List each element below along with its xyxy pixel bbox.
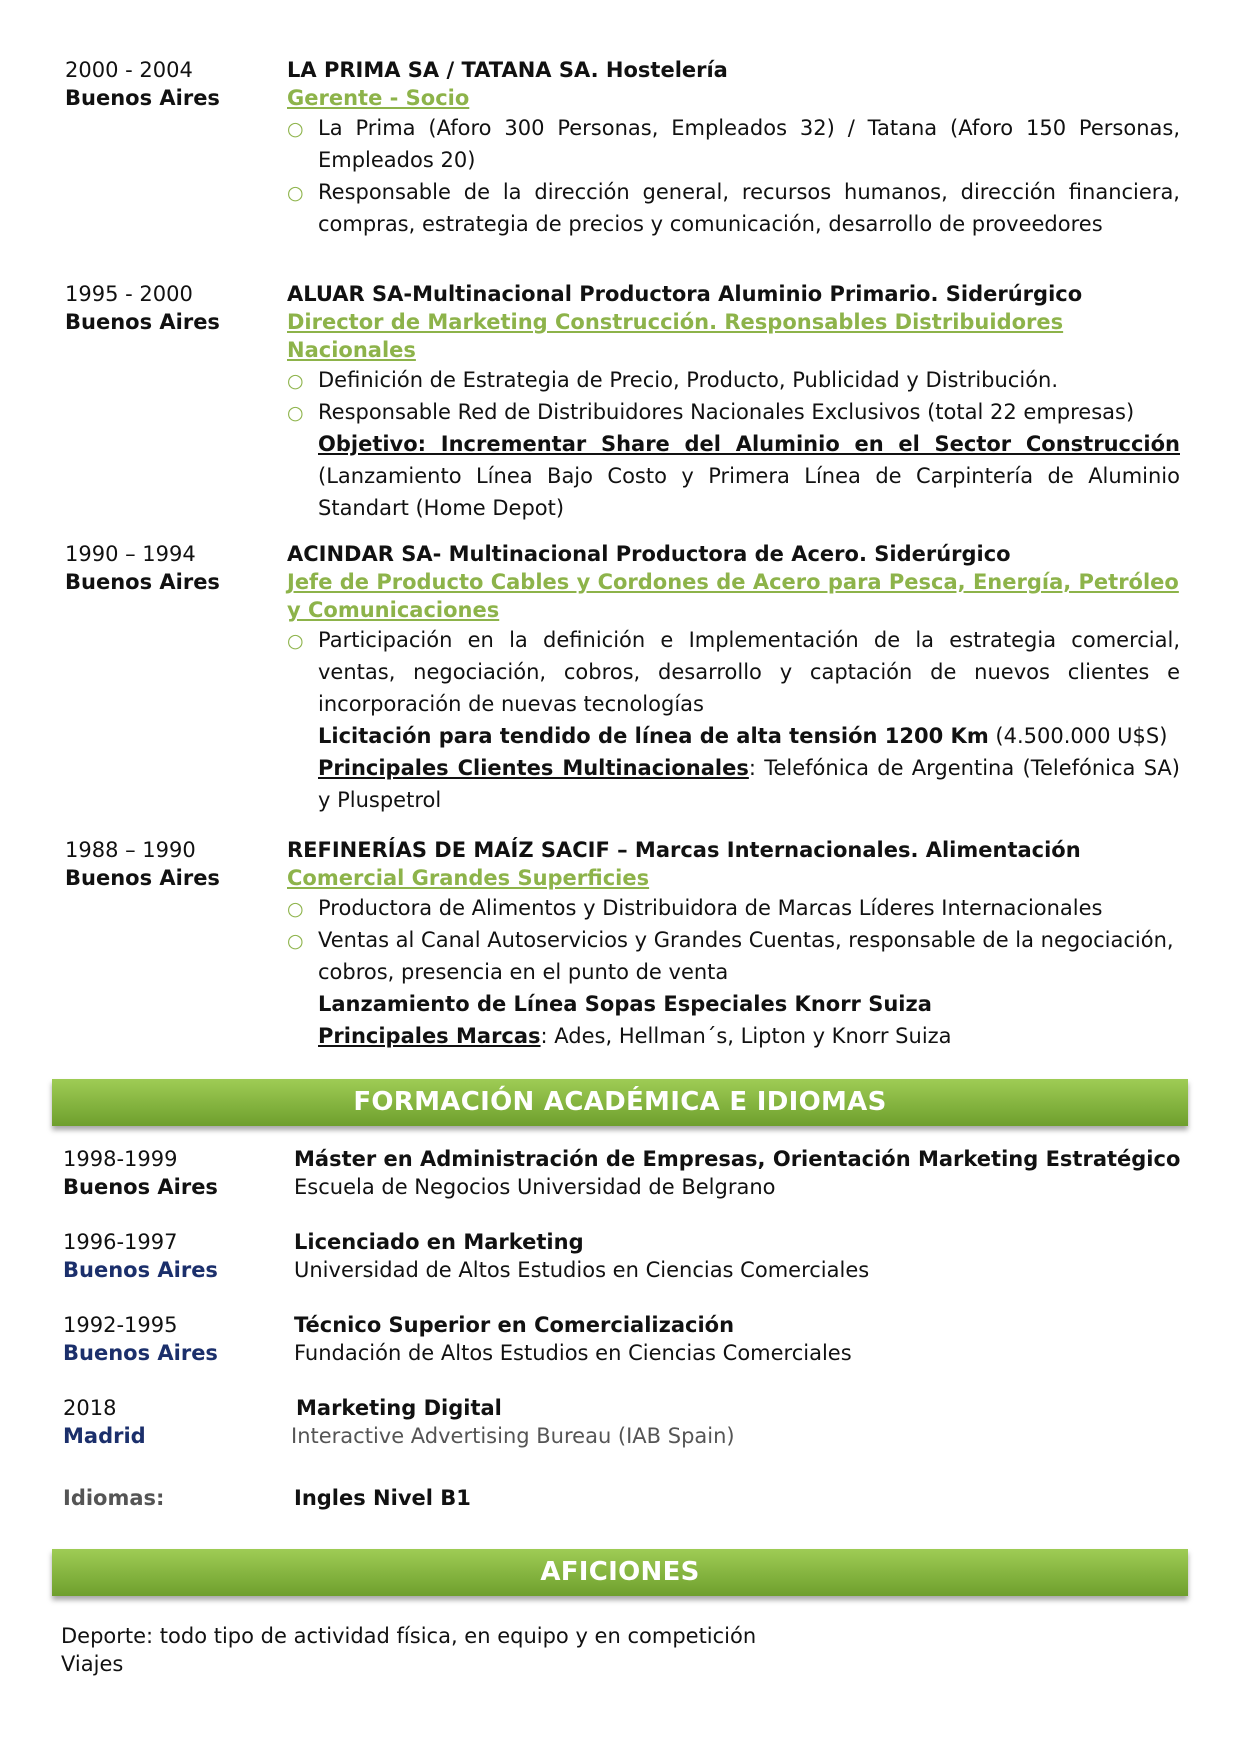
circle-bullet-icon: ○ — [287, 182, 304, 204]
bullet-item: ○ Productora de Alimentos y Distribuidora de Marcas Líderes Internacionales — [287, 892, 1180, 924]
hobbies-section-title: AFICIONES — [52, 1549, 1188, 1596]
entry-date: 1988 – 1990 — [65, 838, 196, 862]
hobby-item: Deporte: todo tipo de actividad física, en equipo y en competición — [61, 1624, 757, 1648]
bullet-item: ○ La Prima (Aforo 300 Personas, Empleados 32) / Tatana (Aforo 150 Personas, Empleados 20) — [287, 112, 1180, 176]
entry-date: 1998-1999 — [63, 1147, 178, 1171]
role-title: Jefe de Producto Cables y Cordones de Acero para Pesca, Energía, Petróleo y Comunicaciones — [287, 570, 1179, 622]
entry-city: Buenos Aires — [63, 1175, 218, 1199]
circle-bullet-icon: ○ — [287, 402, 304, 424]
launch-line: Lanzamiento de Línea Sopas Especiales Knorr Suiza — [318, 992, 932, 1016]
company-name: ACINDAR SA- Multinacional Productora de Acero. Siderúrgico — [287, 542, 1011, 566]
entry-date: 1990 – 1994 — [65, 542, 196, 566]
entry-city: Buenos Aires — [65, 310, 220, 334]
entry-city: Buenos Aires — [65, 570, 220, 594]
languages-value: Ingles Nivel B1 — [294, 1486, 471, 1510]
degree-title: Licenciado en Marketing — [294, 1230, 584, 1254]
degree-title: Máster en Administración de Empresas, Orientación Marketing Estratégico — [294, 1147, 1181, 1171]
degree-title: Marketing Digital — [296, 1396, 502, 1420]
circle-bullet-icon: ○ — [287, 898, 304, 920]
company-name: LA PRIMA SA / TATANA SA. Hostelería — [287, 58, 728, 82]
tender-line: Licitación para tendido de línea de alta tensión 1200 Km (4.500.000 U$S) — [318, 724, 1168, 748]
circle-bullet-icon: ○ — [287, 930, 304, 952]
objective-label: Objetivo: Incrementar Share del Aluminio en el Sector Construcción — [318, 432, 1180, 456]
school-name: Escuela de Negocios Universidad de Belgrano — [294, 1175, 776, 1199]
entry-city: Buenos Aires — [63, 1341, 218, 1365]
role-title: Comercial Grandes Superficies — [287, 866, 650, 890]
company-name: ALUAR SA-Multinacional Productora Aluminio Primario. Siderúrgico — [287, 282, 1083, 306]
objective-text: (Lanzamiento Línea Bajo Costo y Primera Línea de Carpintería de Aluminio Standart (Home Depot) — [318, 464, 1180, 520]
role-title: Director de Marketing Construcción. Responsables Distribuidores Nacionales — [287, 310, 1064, 362]
circle-bullet-icon: ○ — [287, 370, 304, 392]
hobbies-list — [61, 1622, 756, 1678]
school-name: Fundación de Altos Estudios en Ciencias Comerciales — [294, 1341, 852, 1365]
school-name: Universidad de Altos Estudios en Ciencias Comerciales — [294, 1258, 870, 1282]
bullet-item: ○ Responsable de la dirección general, recursos humanos, dirección financiera, compras, estrategia de precios y comunicación, desarrollo de proveedores — [287, 176, 1180, 240]
entry-date: 1992-1995 — [63, 1313, 178, 1337]
entry-date: 1995 - 2000 — [65, 282, 193, 306]
bullet-item: ○ Responsable Red de Distribuidores Nacionales Exclusivos (total 22 empresas) — [287, 396, 1180, 428]
languages-label: Idiomas: — [63, 1486, 165, 1510]
entry-date: 2018 — [63, 1396, 117, 1420]
entry-city: Madrid — [63, 1424, 146, 1448]
entry-date: 2000 - 2004 — [65, 58, 193, 82]
bullet-item: ○ Participación en la definición e Implementación de la estrategia comercial, ventas, negociación, cobros, desarrollo y captación de nuevos clientes e incorporación de nuevas tecnologías — [287, 624, 1180, 720]
bullet-item: ○ Ventas al Canal Autoservicios y Grandes Cuentas, responsable de la negociación, cobros, presencia en el punto de venta — [287, 924, 1180, 988]
circle-bullet-icon: ○ — [287, 118, 304, 140]
degree-title: Técnico Superior en Comercialización — [294, 1313, 735, 1337]
bullet-item: ○ Definición de Estrategia de Precio, Producto, Publicidad y Distribución. — [287, 364, 1180, 396]
hobby-item: Viajes — [61, 1652, 124, 1676]
education-section-title: FORMACIÓN ACADÉMICA E IDIOMAS — [52, 1079, 1188, 1126]
brands-line: Principales Marcas: Ades, Hellman´s, Lipton y Knorr Suiza — [318, 1024, 952, 1048]
entry-city: Buenos Aires — [63, 1258, 218, 1282]
clients-line: Principales Clientes Multinacionales: Telefónica de Argentina (Telefónica SA) y Pluspetrol — [318, 756, 1180, 812]
company-name: REFINERÍAS DE MAÍZ SACIF – Marcas Internacionales. Alimentación — [287, 838, 1081, 862]
circle-bullet-icon: ○ — [287, 630, 304, 652]
entry-city: Buenos Aires — [65, 86, 220, 110]
school-name: Interactive Advertising Bureau (IAB Spain) — [291, 1424, 735, 1448]
role-title: Gerente - Socio — [287, 86, 470, 110]
entry-date: 1996-1997 — [63, 1230, 178, 1254]
entry-city: Buenos Aires — [65, 866, 220, 890]
